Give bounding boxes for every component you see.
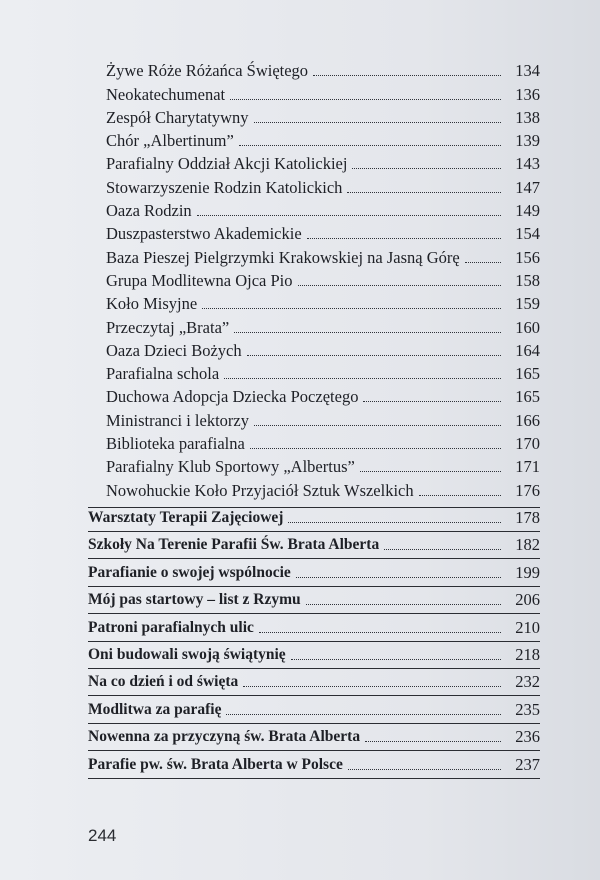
toc-entry-page: 232 [515,672,540,692]
toc-entry-title: Baza Pieszej Pielgrzymki Krakowskiej na Jasną Górę [106,247,460,267]
dot-leader [226,713,501,715]
dot-leader [234,331,501,333]
toc-entry-page: 235 [515,699,540,719]
toc-entry-page: 210 [515,617,540,637]
toc-sub-entry [0,431,540,454]
toc-sub-entry [0,454,540,477]
toc-main-entry [0,583,540,610]
toc-sub-entry [0,338,540,361]
toc-entry-title: Parafialny Oddział Akcji Katolickiej [106,154,348,174]
toc-sub-entry [0,58,540,81]
entry-separator [88,778,540,779]
dot-leader [419,494,501,496]
toc-main-entry [0,638,540,665]
toc-sub-entry [0,268,540,291]
toc-entry-title: Duszpasterstwo Akademickie [106,224,302,244]
toc-sub-entry [0,105,540,128]
toc-entry-page: 158 [515,270,540,290]
toc-sub-entry [0,361,540,384]
dot-leader [363,400,501,402]
toc-sub-entry [0,244,540,267]
toc-entry-page: 170 [515,434,540,454]
toc-entry-title: Stowarzyszenie Rodzin Katolickich [106,177,343,197]
toc-entry-title: Przeczytaj „Brata” [106,317,230,337]
toc-entry-page: 136 [515,84,540,104]
dot-leader [352,167,501,169]
dot-leader [347,191,501,193]
toc-entry-title: Mój pas startowy – list z Rzymu [88,591,301,609]
toc-sub-entry [0,151,540,174]
toc-entry-page: 178 [515,508,540,528]
dot-leader [365,740,501,742]
dot-leader [348,768,501,770]
toc-entry-page: 160 [515,317,540,337]
toc-main-entry [0,665,540,692]
toc-sub-entry [0,128,540,151]
toc-entry-page: 147 [515,177,540,197]
toc-entry-title: Zespół Charytatywny [106,107,249,127]
dot-leader [384,548,501,550]
toc-entry-page: 159 [515,294,540,314]
toc-entry-page: 236 [515,727,540,747]
toc-entry-page: 164 [515,340,540,360]
toc-entry-page: 134 [515,61,540,81]
toc-entry-title: Grupa Modlitewna Ojca Pio [106,270,293,290]
entry-separator [88,507,540,508]
dot-leader [307,237,501,239]
toc-entry-page: 206 [515,590,540,610]
toc-entry-page: 199 [515,562,540,582]
dot-leader [259,631,501,633]
toc-entry-page: 171 [515,457,540,477]
dot-leader [254,121,501,123]
dot-leader [298,284,501,286]
toc-entry-page: 165 [515,364,540,384]
dot-leader [254,424,501,426]
toc-entry-title: Oni budowali swoją świątynię [88,645,286,663]
dot-leader [291,658,501,660]
toc-main-entry [0,747,540,774]
dot-leader [247,354,501,356]
toc-main-entry [0,692,540,719]
toc-entry-title: Na co dzień i od święta [88,673,239,691]
toc-entry-title: Patroni parafialnych ulic [88,618,254,636]
toc-entry-page: 154 [515,224,540,244]
dot-leader [224,377,501,379]
toc-entry-title: Koło Misyjne [106,294,198,314]
dot-leader [465,261,501,263]
toc-entry-title: Parafialna schola [106,364,220,384]
toc-entry-page: 218 [515,644,540,664]
toc-entry-title: Biblioteka parafialna [106,434,245,454]
toc-entry-title: Chór „Albertinum” [106,131,234,151]
toc-sub-entry [0,477,540,500]
toc-sub-entry [0,407,540,430]
toc-main-entry [0,720,540,747]
toc-entry-page: 139 [515,131,540,151]
dot-leader [197,214,501,216]
toc-entry-page: 143 [515,154,540,174]
toc-main-entry [0,501,540,528]
toc-entry-title: Ministranci i lektorzy [106,410,249,430]
toc-entry-title: Żywe Róże Różańca Świętego [106,61,309,81]
sub-entry-list [0,58,600,501]
toc-entry-title: Oaza Dzieci Bożych [106,340,242,360]
toc-sub-entry [0,314,540,337]
dot-leader [239,144,501,146]
toc-sub-entry [0,221,540,244]
toc-main-entry [0,555,540,582]
main-entry-list [0,501,600,775]
table-of-contents [0,58,600,775]
toc-entry-title: Warsztaty Terapii Zajęciowej [88,509,284,527]
toc-entry-title: Neokatechumenat [106,84,226,104]
toc-entry-page: 149 [515,201,540,221]
dot-leader [313,74,501,76]
toc-main-entry [0,528,540,555]
toc-entry-title: Parafie pw. św. Brata Alberta w Polsce [88,755,343,773]
toc-entry-page: 156 [515,247,540,267]
toc-entry-title: Duchowa Adopcja Dziecka Poczętego [106,387,359,407]
toc-sub-entry [0,174,540,197]
toc-sub-entry [0,384,540,407]
toc-entry-page: 182 [515,535,540,555]
toc-entry-page: 166 [515,410,540,430]
toc-entry-page: 165 [515,387,540,407]
toc-entry-title: Nowohuckie Koło Przyjaciół Sztuk Wszelkich [106,480,414,500]
toc-entry-page: 138 [515,107,540,127]
toc-entry-title: Modlitwa za parafię [88,700,222,718]
toc-entry-title: Parafianie o swojej wspólnocie [88,563,291,581]
dot-leader [243,685,501,687]
dot-leader [296,576,501,578]
toc-entry-page: 237 [515,754,540,774]
dot-leader [360,470,501,472]
toc-entry-page: 176 [515,480,540,500]
dot-leader [230,98,501,100]
toc-sub-entry [0,81,540,104]
dot-leader [306,603,501,605]
toc-sub-entry [0,291,540,314]
toc-entry-title: Oaza Rodzin [106,201,192,221]
dot-leader [250,447,501,449]
dot-leader [202,307,501,309]
toc-entry-title: Szkoły Na Terenie Parafii Św. Brata Alberta [88,536,380,554]
toc-entry-title: Nowenna za przyczyną św. Brata Alberta [88,728,361,746]
page-number: 244 [88,826,117,845]
dot-leader [288,521,501,523]
toc-entry-title: Parafialny Klub Sportowy „Albertus” [106,457,355,477]
toc-main-entry [0,610,540,637]
toc-sub-entry [0,198,540,221]
